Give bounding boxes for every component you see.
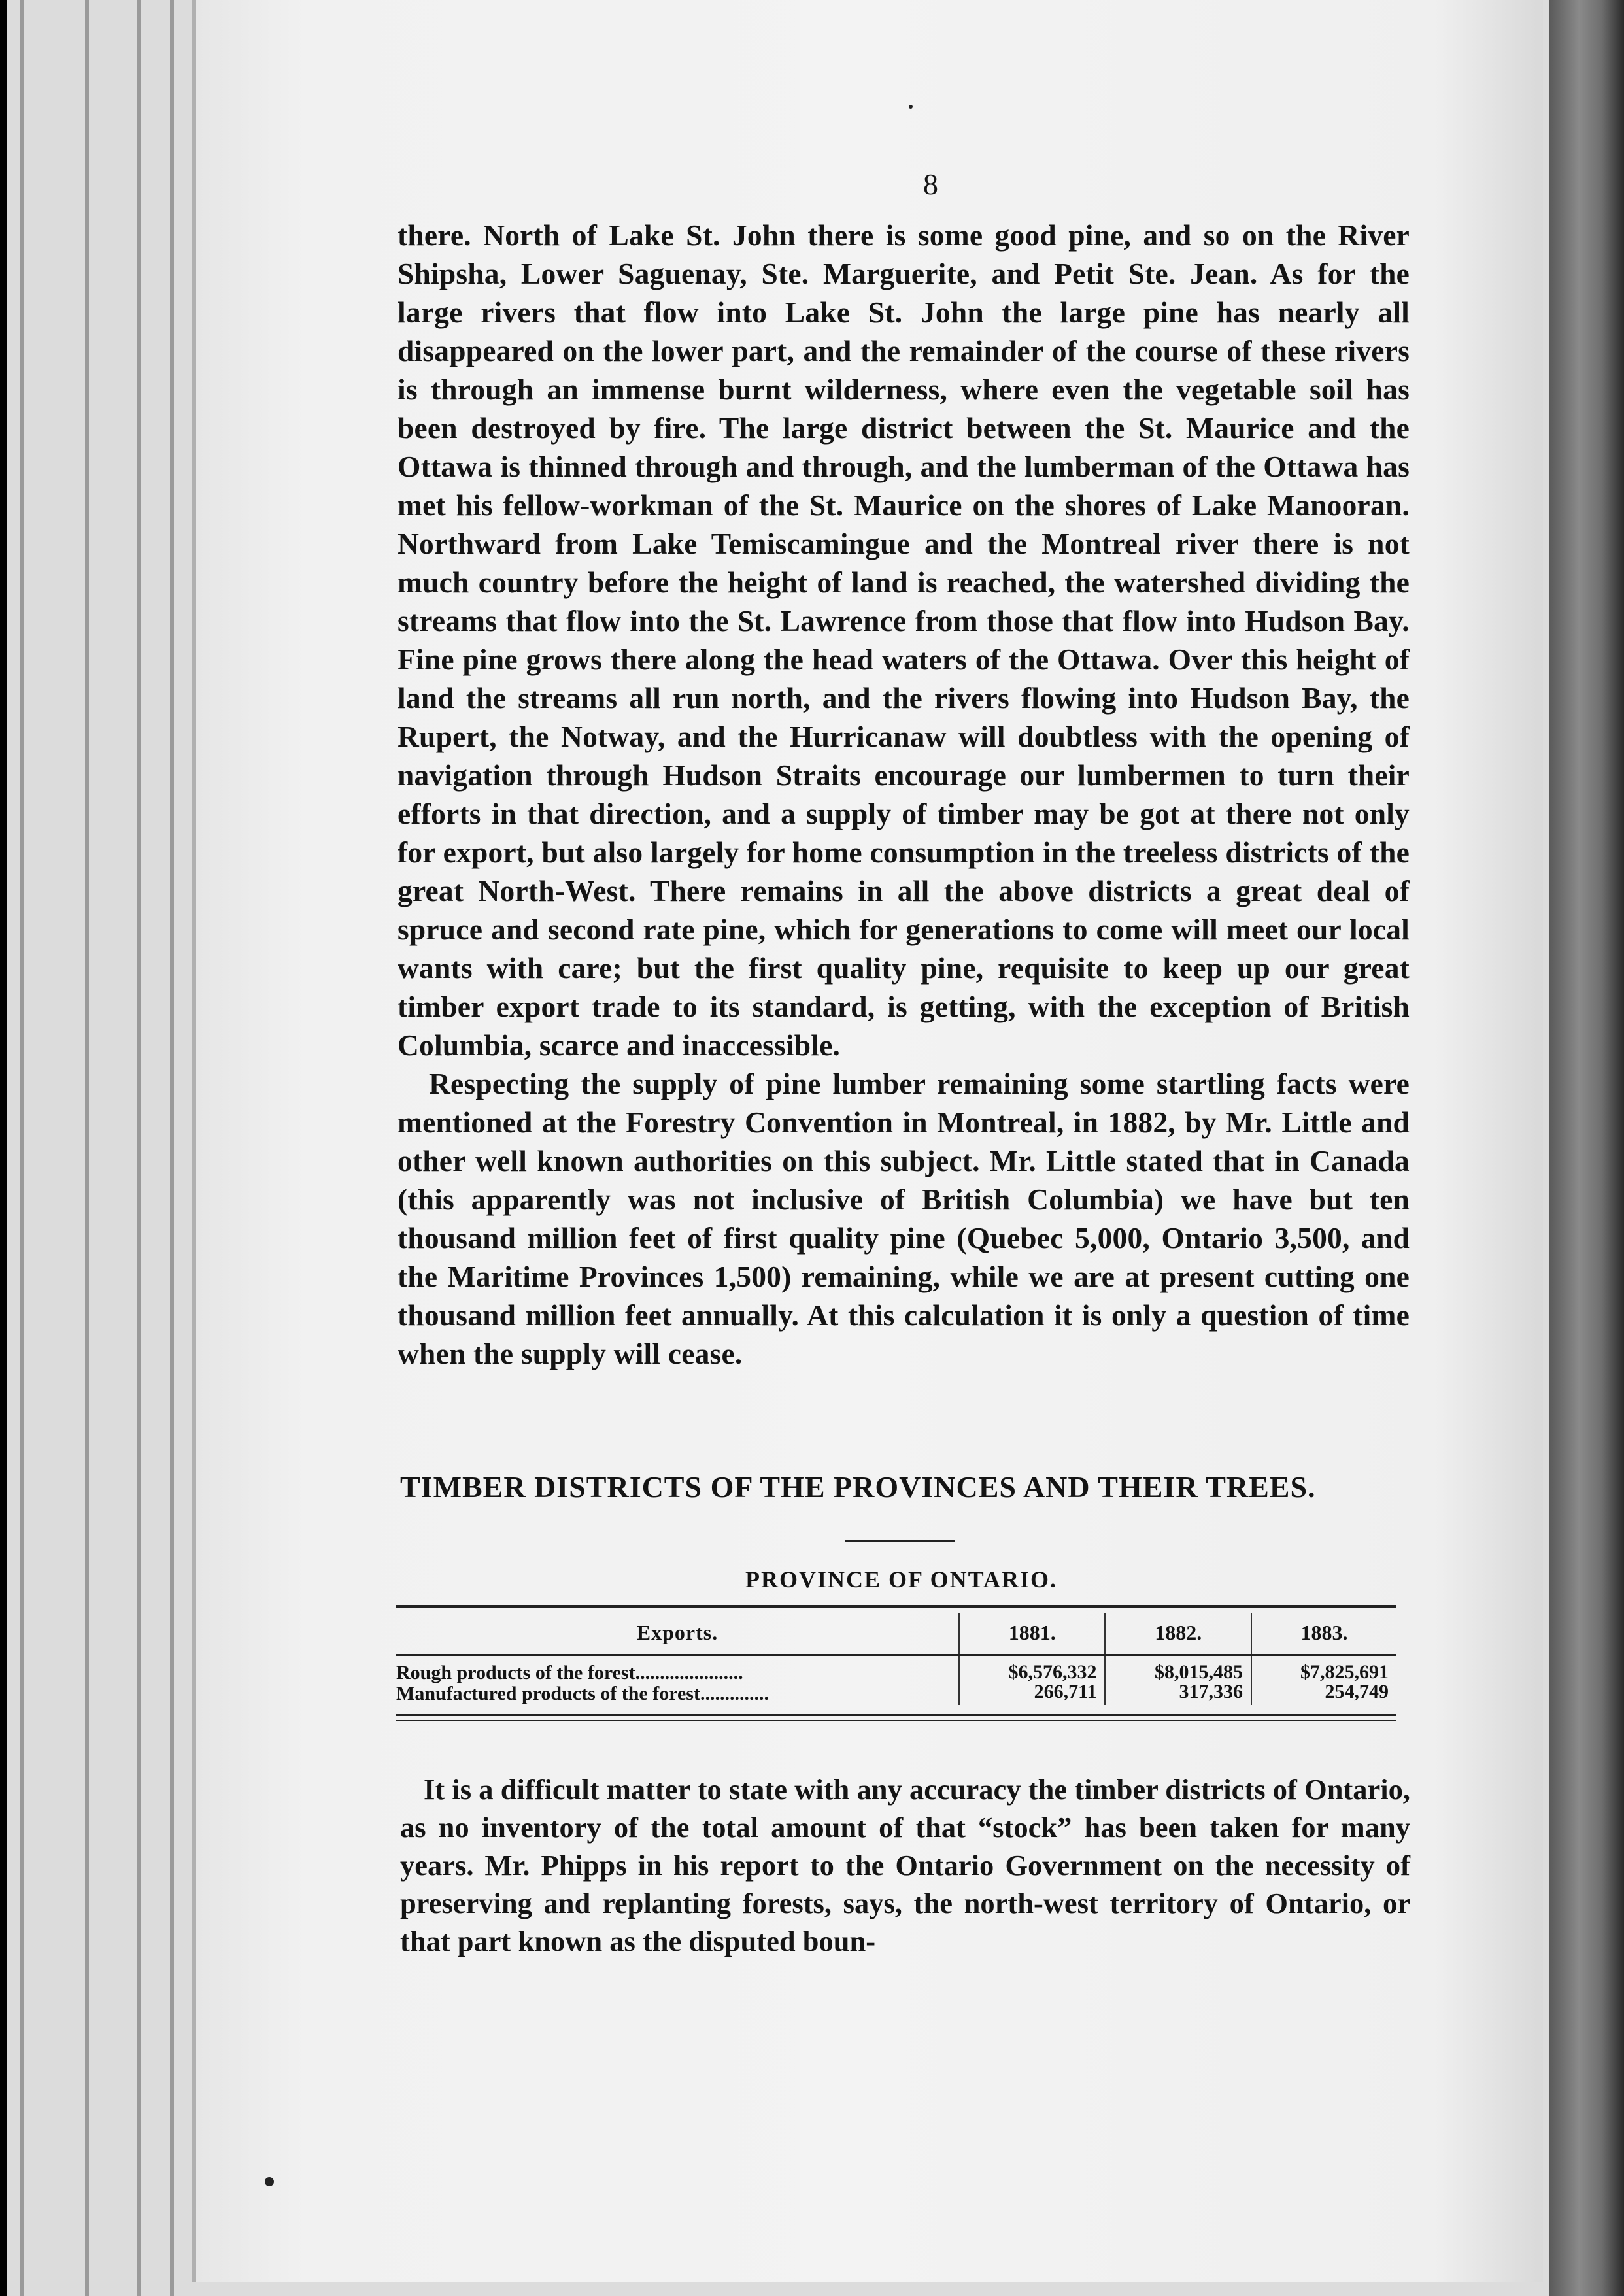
section-heading: TIMBER DISTRICTS OF THE PROVINCES AND THEIR TREES. bbox=[400, 1470, 1316, 1504]
ink-speck bbox=[909, 105, 913, 109]
paragraph: It is a difficult matter to state with any accuracy the timber districts of Ontario, as no inventory of the total amount of that “stock” has been taken for many years. Mr. Phipps in his report to the Ontario Government on the necessity of preserving and replanting forests, says, the north-west territory of Ontario, or that part known as the disputed boun- bbox=[400, 1773, 1410, 1957]
heading-rule bbox=[845, 1540, 955, 1542]
column-header: 1883. bbox=[1251, 1613, 1396, 1655]
paragraph: Respecting the supply of pine lumber remaining some startling facts were mentioned at the Forestry Convention in Montreal, in 1882, by Mr. Little and other well known authorities on this subject. Mr. Little stated that in Canada (this apparently was not inclusive of British Columbia) we have but ten thousand million feet of first quality pine (Quebec 5,000, Ontario 3,500, and the Maritime Provinces 1,500) remaining, while we are at present cutting one thousand million feet annually. At this calculation it is only a question of time when the supply will cease. bbox=[398, 1067, 1410, 1370]
table-row bbox=[396, 1655, 1396, 1706]
table-top-rule bbox=[396, 1605, 1396, 1608]
row-labels bbox=[396, 1655, 959, 1706]
page-edge bbox=[20, 0, 24, 2296]
table-cell: 254,749 bbox=[1325, 1681, 1389, 1702]
table-header-row bbox=[396, 1613, 1396, 1655]
exports-table bbox=[396, 1605, 1396, 1721]
page-number: 8 bbox=[923, 167, 938, 201]
ink-speck bbox=[265, 2177, 274, 2186]
table-cell: 317,336 bbox=[1179, 1681, 1243, 1702]
table-cell: 266,711 bbox=[1034, 1681, 1097, 1702]
year-cell bbox=[1105, 1655, 1251, 1706]
column-header: 1882. bbox=[1105, 1613, 1251, 1655]
row-label: Manufactured products of the forest.............. bbox=[396, 1683, 769, 1704]
closing-text bbox=[400, 1770, 1410, 1960]
page-edge bbox=[137, 0, 141, 2296]
table-cell: $7,825,691 bbox=[1300, 1661, 1389, 1683]
table-cell: $8,015,485 bbox=[1154, 1661, 1243, 1683]
page-edge bbox=[170, 0, 174, 2296]
year-cell bbox=[1251, 1655, 1396, 1706]
subheading: PROVINCE OF ONTARIO. bbox=[745, 1566, 1058, 1593]
body-text bbox=[398, 216, 1410, 1373]
book-binding-shadow bbox=[1549, 0, 1624, 2296]
page-edge bbox=[85, 0, 89, 2296]
row-label: Rough products of the forest...................... bbox=[396, 1662, 743, 1683]
paragraph: there. North of Lake St. John there is some good pine, and so on the River Shipsha, Lower Saguenay, Ste. Marguerite, and Petit Ste. Jean. As for the large rivers that flow into Lake St. John the large pine has nearly all disappeared on the lower part, and the remainder of the course of these rivers is through an immense burnt wilderness, where even the vegetable soil has been destroyed by fire. The large district between the St. Maurice and the Ottawa is thinned through and through, and the lumberman of the Ottawa has met his fellow-workman of the St. Maurice on the shores of Lake Manooran. Northward from Lake Temiscamingue and the Montreal river there is not much country before the height of land is reached, the watershed dividing the streams that flow into the St. Lawrence from those that flow into Hudson Bay. Fine pine grows there along the head waters of the Ottawa. Over this height of land the streams all run north, and the rivers flowing into Hudson Bay, the Rupert, the Notway, and the Hurricanaw will doubtless with the opening of navigation through Hudson Straits encourage our lumbermen to turn their efforts in that direction, and a supply of timber may be got at there not only for export, but also largely for home consumption in the treeless districts of the great North-West. There remains in all the above districts a great deal of spruce and second rate pine, which for generations to come will meet our local wants with care; but the first quality pine, requisite to keep up our great timber export trade to its standard, is getting, with the exception of British Columbia, scarce and inaccessible. bbox=[398, 218, 1410, 1062]
table-cell: $6,576,332 bbox=[1008, 1661, 1097, 1683]
table-bottom-rule bbox=[396, 1714, 1396, 1721]
column-header: Exports. bbox=[396, 1613, 959, 1655]
year-cell bbox=[959, 1655, 1105, 1706]
column-header: 1881. bbox=[959, 1613, 1105, 1655]
